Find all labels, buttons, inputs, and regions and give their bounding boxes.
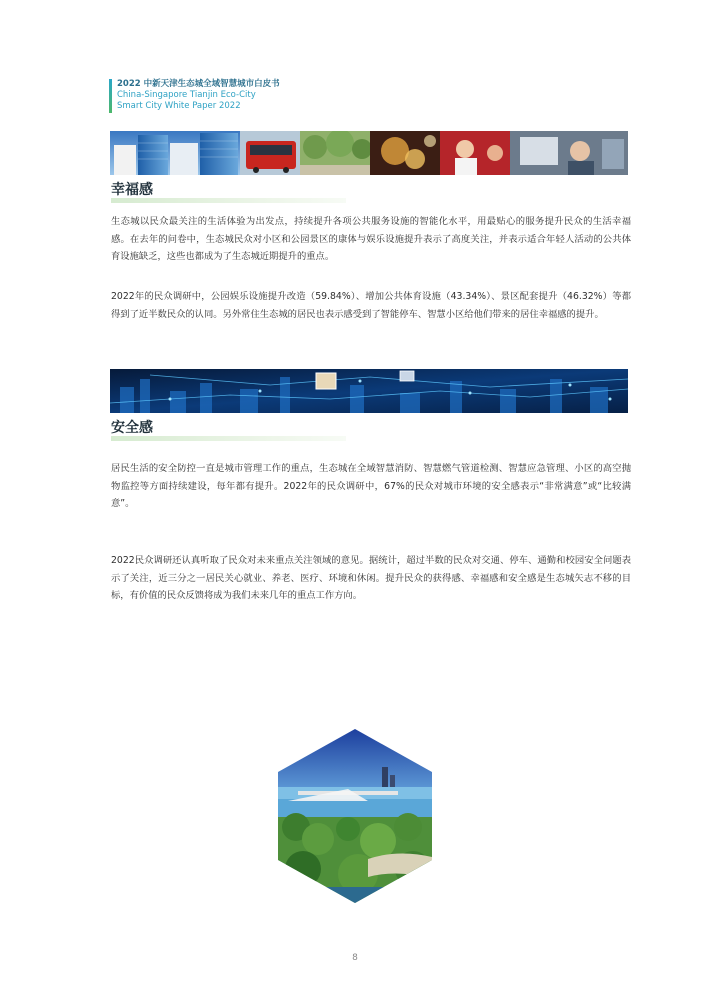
header-accent-bar bbox=[109, 79, 112, 113]
photo-collage bbox=[110, 131, 628, 175]
safety-smart-city-banner bbox=[110, 369, 628, 413]
section-title-happiness: 幸福感 bbox=[111, 182, 153, 198]
happiness-photo-banner bbox=[110, 131, 628, 175]
section-title-underline bbox=[111, 436, 346, 441]
safety-paragraph-1: 居民生活的安全防控一直是城市管理工作的重点，生态城在全域智慧消防、智慧燃气管道检测、智慧应急管理、小区的高空抛物监控等方面持续建设，每年都有提升。2022年的民众调研中，67%的民众对城市环境的安全感表示“非常满意”或“比较满意”。 bbox=[111, 463, 631, 509]
safety-paragraph-2: 2022民众调研还认真听取了民众对未来重点关注领域的意见。据统计，超过半数的民众对交通、停车、通勤和校园安全问题表示了关注，近三分之一居民关心就业、养老、医疗、环境和休闲。提升民众的获得感、幸福感和安全感是生态城矢志不移的目标，有价值的民众反馈将成为我们未来几年的重点工作方向。 bbox=[111, 555, 631, 601]
page-number: 8 bbox=[352, 953, 358, 963]
smart-city-image bbox=[110, 369, 628, 413]
happiness-paragraph-2: 2022年的民众调研中，公园娱乐设施提升改造（59.84%）、增加公共体育设施（43.34%）、景区配套提升（46.32%）等都得到了近半数民众的认同。另外常住生态城的居民也表示感受到了智能停车、智慧小区给他们带来的居住幸福感的提升。 bbox=[111, 291, 631, 320]
happiness-paragraph-1: 生态城以民众最关注的生活体验为出发点，持续提升各项公共服务设施的智能化水平，用最贴心的服务提升民众的生活幸福感。在去年的问卷中，生态城民众对小区和公园景区的康体与娱乐设施提升表示了高度关注，并表示适合年轻人活动的公共体育设施缺乏，这些也都成为了生态城近期提升的重点。 bbox=[111, 216, 631, 262]
header-title-en-line2: Smart City White Paper 2022 bbox=[117, 101, 241, 111]
hexagon-photo bbox=[278, 729, 432, 903]
section-title-safety: 安全感 bbox=[111, 420, 153, 436]
section-title-underline bbox=[111, 198, 346, 203]
header-text bbox=[117, 79, 280, 112]
header-title-en-line1: China-Singapore Tianjin Eco-City bbox=[117, 90, 256, 100]
document-header bbox=[109, 79, 280, 112]
header-title-cn: 2022 中新天津生态城全域智慧城市白皮书 bbox=[117, 79, 280, 89]
waterfront-hexagon-image bbox=[278, 729, 432, 903]
